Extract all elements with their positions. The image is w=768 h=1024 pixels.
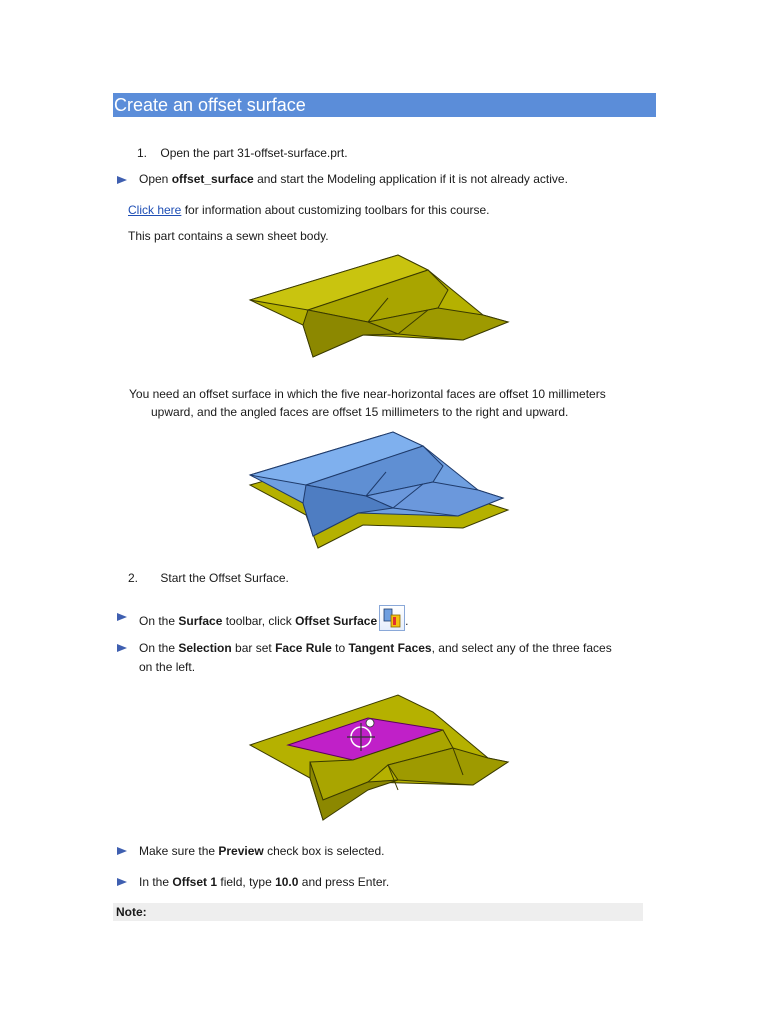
click-here-link[interactable]: Click here (128, 203, 182, 217)
bullet-selection-bar-cont: on the left. (139, 660, 196, 674)
bullet-open-part: Open offset_surface and start the Modeling application if it is not already active. (139, 172, 568, 186)
sheet-body-figure (248, 250, 510, 360)
note-heading: Note: (113, 903, 643, 921)
requirement-line-1: You need an offset surface in which the five near-horizontal faces are offset 10 millimeters (129, 387, 606, 401)
step-1-text: Open the part 31-offset-surface.prt. (160, 146, 348, 160)
offset-surface-icon[interactable] (379, 605, 405, 631)
bullet-selection-bar: On the Selection bar set Face Rule to Tangent Faces, and select any of the three faces (139, 641, 612, 655)
part-name: offset_surface (171, 172, 254, 186)
step-2 (128, 571, 289, 585)
page-title: Create an offset surface (113, 93, 656, 117)
step-1-number: 1. (137, 146, 148, 160)
bullet-arrow-icon (117, 644, 127, 652)
bullet-click-offset-surface: On the Surface toolbar, click Offset Surface . (139, 609, 408, 635)
bullet-arrow-icon (117, 613, 127, 621)
requirement-line-2: upward, and the angled faces are offset 15 millimeters to the right and upward. (151, 405, 569, 419)
bullet-arrow-icon (117, 878, 127, 886)
info-line: Click here for information about customizing toolbars for this course. (128, 203, 490, 217)
offset-result-figure (248, 430, 510, 555)
bullet-offset-field: In the Offset 1 field, type 10.0 and press Enter. (139, 875, 390, 889)
step-1 (137, 146, 348, 160)
bullet-arrow-icon (117, 847, 127, 855)
selected-faces-figure (248, 690, 510, 830)
body-description: This part contains a sewn sheet body. (128, 229, 329, 243)
step-2-text: Start the Offset Surface. (160, 571, 289, 585)
bullet-preview: Make sure the Preview check box is selected. (139, 844, 385, 858)
bullet-arrow-icon (117, 176, 127, 184)
step-2-number: 2. (128, 571, 139, 585)
